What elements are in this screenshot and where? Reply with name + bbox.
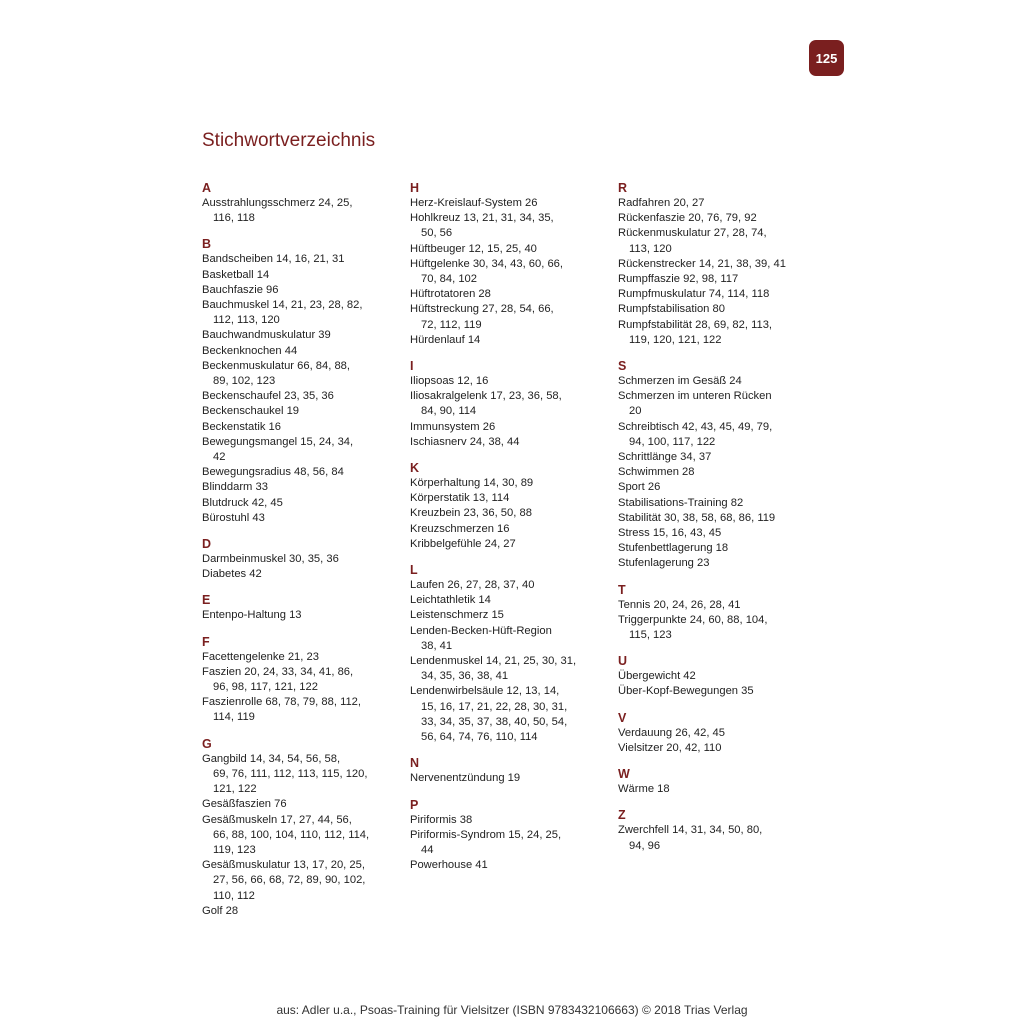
index-entry-line: Darmbeinmuskel 30, 35, 36 — [202, 553, 339, 566]
index-column — [618, 181, 818, 865]
index-entry-line: Zwerchfell 14, 31, 34, 50, 80, — [618, 824, 763, 837]
index-entry — [410, 196, 610, 211]
index-entry — [202, 404, 402, 419]
index-entry — [618, 782, 818, 797]
index-entry-line: Schmerzen im unteren Rücken — [618, 390, 772, 403]
index-entry — [618, 556, 818, 571]
index-entry — [410, 302, 610, 332]
index-section — [618, 767, 818, 797]
index-section — [410, 461, 610, 552]
index-entry-line: Leichtathletik 14 — [410, 594, 491, 607]
index-entry — [202, 268, 402, 283]
index-entry-line: Triggerpunkte 24, 60, 88, 104, — [618, 613, 768, 626]
index-entry-line: Beckenschaukel 19 — [202, 405, 300, 418]
index-section — [202, 593, 402, 623]
index-entry — [618, 741, 818, 756]
index-entry-line: 113, 120 — [629, 242, 672, 255]
index-entry-line: Hüftbeuger 12, 15, 25, 40 — [410, 242, 537, 255]
index-entry-line: 15, 16, 17, 21, 22, 28, 30, 31, — [421, 700, 568, 713]
index-entry-line: Bandscheiben 14, 16, 21, 31 — [202, 253, 345, 266]
index-entry-line: Bürostuhl 43 — [202, 511, 265, 524]
index-entry-line: Leistenschmerz 15 — [410, 609, 504, 622]
index-entry-line: Vielsitzer 20, 42, 110 — [618, 741, 722, 754]
index-entry — [618, 613, 818, 643]
index-section — [618, 181, 818, 348]
index-entry-line: 112, 113, 120 — [213, 314, 280, 327]
index-entry — [618, 226, 818, 256]
index-entry — [202, 511, 402, 526]
index-entry-line: Kreuzschmerzen 16 — [410, 522, 510, 535]
index-entry — [618, 272, 818, 287]
section-letter: T — [618, 582, 626, 597]
index-entry-line: 119, 120, 121, 122 — [629, 333, 722, 346]
index-entry-line: Stabilität 30, 38, 58, 68, 86, 119 — [618, 511, 776, 524]
index-entry — [410, 684, 610, 745]
index-entry — [410, 287, 610, 302]
index-entry — [202, 196, 402, 226]
index-entry-line: Rückenfaszie 20, 76, 79, 92 — [618, 212, 757, 225]
index-entry-line: Blutdruck 42, 45 — [202, 496, 283, 509]
index-entry — [410, 858, 610, 873]
index-section — [618, 808, 818, 853]
index-entry-line: Piriformis 38 — [410, 813, 473, 826]
index-entry-line: Über-Kopf-Bewegungen 35 — [618, 685, 754, 698]
index-entry — [410, 654, 610, 684]
index-entry-line: Rumpfmuskulatur 74, 114, 118 — [618, 288, 770, 301]
index-entry-line: Rumpfstabilisation 80 — [618, 303, 725, 316]
index-entry — [202, 465, 402, 480]
index-entry — [410, 242, 610, 257]
index-entry-line: Ausstrahlungsschmerz 24, 25, — [202, 197, 353, 209]
index-entry — [410, 491, 610, 506]
index-entry-line: Bewegungsmangel 15, 24, 34, — [202, 435, 354, 448]
page-footer: aus: Adler u.a., Psoas-Training für Vielsitzer (ISBN 9783432106663) © 2018 Trias Verlag — [276, 1003, 748, 1017]
index-entry-line: Ischiasnerv 24, 38, 44 — [410, 435, 520, 448]
index-entry — [410, 211, 610, 241]
index-entry — [202, 328, 402, 343]
index-entry-line: Stufenlagerung 23 — [618, 557, 710, 570]
index-section — [410, 563, 610, 745]
index-entry-line: Lenden-Becken-Hüft-Region — [410, 624, 552, 637]
section-letter: Z — [618, 808, 626, 823]
index-entry-line: Schmerzen im Gesäß 24 — [618, 375, 742, 388]
index-entry-line: Bauchwandmuskulatur 39 — [202, 329, 331, 342]
index-section — [202, 181, 402, 226]
section-letter: A — [202, 181, 212, 195]
index-entry-line: 72, 112, 119 — [421, 318, 482, 331]
index-entry-line: Rumpfstabilität 28, 69, 82, 113, — [618, 318, 773, 331]
index-entry-line: 50, 56 — [421, 227, 453, 240]
index-entry — [202, 298, 402, 328]
index-entry-line: 20 — [629, 405, 642, 418]
index-entry-line: Immunsystem 26 — [410, 420, 496, 433]
page-number-badge: 125 — [809, 40, 844, 76]
index-entry-line: Schrittlänge 34, 37 — [618, 451, 712, 464]
section-letter: L — [410, 563, 418, 578]
index-entry — [618, 211, 818, 226]
index-entry — [618, 598, 818, 613]
index-entry — [202, 608, 402, 623]
index-entry — [202, 665, 402, 695]
index-entry-line: Verdauung 26, 42, 45 — [618, 726, 725, 739]
index-entry — [410, 593, 610, 608]
index-section — [618, 583, 818, 644]
index-entry-line: Laufen 26, 27, 28, 37, 40 — [410, 579, 535, 592]
index-entry-line: Rückenstrecker 14, 21, 38, 39, 41 — [618, 257, 786, 270]
index-entry — [202, 359, 402, 389]
index-entry-line: Gesäßfaszien 76 — [202, 798, 287, 811]
index-entry-line: Radfahren 20, 27 — [618, 197, 705, 209]
index-entry — [410, 813, 610, 828]
index-entry-line: Stufenbettlagerung 18 — [618, 542, 729, 555]
index-entry — [618, 496, 818, 511]
index-entry-line: Beckenstatik 16 — [202, 420, 281, 433]
index-entry-line: Beckenmuskulatur 66, 84, 88, — [202, 359, 351, 372]
section-letter: I — [410, 359, 414, 374]
index-entry-line: 69, 76, 111, 112, 113, 115, 120, — [213, 767, 368, 780]
index-column — [202, 181, 402, 930]
index-entry-line: 27, 56, 66, 68, 72, 89, 90, 102, — [213, 874, 366, 887]
index-entry-line: Diabetes 42 — [202, 568, 262, 581]
index-entry — [410, 257, 610, 287]
index-entry — [202, 752, 402, 798]
index-entry-line: 70, 84, 102 — [421, 273, 477, 286]
index-section — [410, 756, 610, 786]
index-entry-line: Kribbelgefühle 24, 27 — [410, 537, 516, 550]
index-entry — [410, 608, 610, 623]
index-entry-line: Kreuzbein 23, 36, 50, 88 — [410, 507, 532, 520]
index-entry-line: Powerhouse 41 — [410, 859, 488, 872]
section-letter: G — [202, 736, 212, 751]
index-entry — [202, 650, 402, 665]
index-entry — [410, 537, 610, 552]
index-entry-line: Faszien 20, 24, 33, 34, 41, 86, — [202, 665, 354, 678]
index-entry-line: 33, 34, 35, 37, 38, 40, 50, 54, — [421, 715, 568, 728]
index-entry — [618, 684, 818, 699]
index-entry — [202, 344, 402, 359]
index-entry-line: Tennis 20, 24, 26, 28, 41 — [618, 598, 741, 611]
index-entry — [202, 858, 402, 904]
index-entry-line: Gangbild 14, 34, 54, 56, 58, — [202, 752, 341, 765]
section-letter: S — [618, 359, 627, 374]
index-entry-line: Blinddarm 33 — [202, 481, 268, 494]
index-entry-line: 44 — [421, 843, 434, 856]
index-section — [202, 635, 402, 726]
page-title: Stichwortverzeichnis — [202, 130, 376, 151]
index-entry-line: Hürdenlauf 14 — [410, 333, 481, 346]
index-entry-line: Faszienrolle 68, 78, 79, 88, 112, — [202, 696, 362, 709]
index-entry — [410, 333, 610, 348]
index-entry — [618, 480, 818, 495]
index-section — [202, 537, 402, 582]
index-entry — [202, 813, 402, 859]
index-entry-line: Rückenmuskulatur 27, 28, 74, — [618, 227, 767, 240]
index-entry-line: Bauchmuskel 14, 21, 23, 28, 82, — [202, 299, 363, 312]
index-entry-line: 114, 119 — [213, 711, 255, 724]
index-entry — [410, 828, 610, 858]
index-entry-line: Wärme 18 — [618, 783, 670, 796]
index-entry-line: Hüftgelenke 30, 34, 43, 60, 66, — [410, 257, 564, 270]
index-entry — [202, 389, 402, 404]
index-entry — [618, 257, 818, 272]
section-letter: U — [618, 654, 628, 669]
index-entry — [202, 797, 402, 812]
index-entry-line: Bewegungsradius 48, 56, 84 — [202, 466, 344, 479]
section-letter: H — [410, 181, 420, 195]
index-entry — [202, 904, 402, 919]
index-entry-line: 84, 90, 114 — [421, 405, 477, 418]
index-section — [202, 737, 402, 919]
index-entry-line: Iliopsoas 12, 16 — [410, 375, 489, 388]
section-letter: V — [618, 710, 627, 725]
index-entry-line: Stabilisations-Training 82 — [618, 496, 744, 509]
index-entry-line: Lendenmuskel 14, 21, 25, 30, 31, — [410, 655, 577, 668]
index-entry-line: Beckenknochen 44 — [202, 344, 298, 357]
index-column — [410, 181, 610, 884]
index-entry — [618, 465, 818, 480]
section-letter: B — [202, 237, 212, 252]
index-entry — [618, 420, 818, 450]
index-entry-line: 96, 98, 117, 121, 122 — [213, 681, 318, 694]
index-entry-line: Gesäßmuskulatur 13, 17, 20, 25, — [202, 859, 365, 872]
index-entry-line: Schwimmen 28 — [618, 466, 695, 479]
index-entry — [202, 283, 402, 298]
index-entry — [618, 302, 818, 317]
index-entry-line: Hüftstreckung 27, 28, 54, 66, — [410, 303, 554, 316]
index-entry-line: Sport 26 — [618, 481, 661, 494]
index-entry-line: 110, 112 — [213, 889, 255, 902]
index-entry-line: Schreibtisch 42, 43, 45, 49, 79, — [618, 420, 773, 433]
index-entry-line: 94, 96 — [629, 839, 661, 852]
index-entry-line: Golf 28 — [202, 904, 239, 917]
index-entry-line: 94, 100, 117, 122 — [629, 435, 716, 448]
index-entry-line: Entenpo-Haltung 13 — [202, 609, 302, 622]
index-entry — [202, 496, 402, 511]
index-entry — [202, 435, 402, 465]
index-entry-line: Stress 15, 16, 43, 45 — [618, 527, 722, 540]
index-entry — [618, 511, 818, 526]
index-entry — [410, 374, 610, 389]
index-entry — [410, 522, 610, 537]
index-entry — [410, 771, 610, 786]
index-entry-line: Herz-Kreislauf-System 26 — [410, 197, 538, 209]
section-letter: K — [410, 461, 420, 476]
index-entry — [618, 374, 818, 389]
index-entry — [410, 476, 610, 491]
index-entry-line: 119, 123 — [213, 843, 256, 856]
index-entry-line: Nervenentzündung 19 — [410, 772, 521, 785]
index-entry-line: Rumpffaszie 92, 98, 117 — [618, 273, 739, 286]
index-section — [618, 359, 818, 572]
index-entry-line: Hüftrotatoren 28 — [410, 288, 491, 301]
index-entry-line: Facettengelenke 21, 23 — [202, 650, 319, 663]
index-section — [410, 359, 610, 450]
index-entry-line: Beckenschaufel 23, 35, 36 — [202, 390, 334, 403]
index-entry — [618, 389, 818, 419]
index-entry — [618, 450, 818, 465]
index-entry — [202, 252, 402, 267]
index-entry — [410, 578, 610, 593]
section-letter: D — [202, 537, 212, 552]
index-entry-line: 116, 118 — [213, 212, 255, 225]
index-entry-line: Basketball 14 — [202, 268, 270, 281]
index-entry — [202, 567, 402, 582]
section-letter: P — [410, 797, 419, 812]
section-letter: F — [202, 634, 210, 649]
index-section — [410, 181, 610, 348]
index-entry — [618, 669, 818, 684]
index-entry-line: 89, 102, 123 — [213, 375, 276, 388]
index-entry — [410, 389, 610, 419]
index-entry-line: 121, 122 — [213, 783, 257, 796]
index-entry — [202, 480, 402, 495]
index-entry — [618, 726, 818, 741]
index-entry-line: Lendenwirbelsäule 12, 13, 14, — [410, 685, 560, 698]
index-entry-line: Gesäßmuskeln 17, 27, 44, 56, — [202, 813, 352, 826]
index-entry-line: Piriformis-Syndrom 15, 24, 25, — [410, 828, 562, 841]
index-entry — [618, 287, 818, 302]
index-section — [410, 798, 610, 874]
index-entry-line: 66, 88, 100, 104, 110, 112, 114, — [213, 828, 370, 841]
index-entry-line: 115, 123 — [629, 629, 672, 642]
index-entry-line: Hohlkreuz 13, 21, 31, 34, 35, — [410, 212, 554, 225]
index-entry — [618, 318, 818, 348]
index-entry — [618, 196, 818, 211]
index-section — [202, 237, 402, 526]
index-entry — [618, 526, 818, 541]
section-letter: E — [202, 593, 211, 608]
index-entry — [202, 420, 402, 435]
section-letter: N — [410, 756, 420, 771]
index-entry-line: Übergewicht 42 — [618, 670, 696, 683]
section-letter: R — [618, 181, 628, 195]
index-entry — [618, 823, 818, 853]
index-entry — [410, 420, 610, 435]
index-entry-line: 56, 64, 74, 76, 110, 114 — [421, 731, 538, 744]
index-entry — [618, 541, 818, 556]
index-entry-line: Körperhaltung 14, 30, 89 — [410, 477, 534, 490]
index-entry — [410, 506, 610, 521]
index-entry — [202, 552, 402, 567]
index-entry-line: 38, 41 — [421, 639, 453, 652]
index-entry — [202, 695, 402, 725]
index-entry — [410, 624, 610, 654]
index-entry — [410, 435, 610, 450]
index-section — [618, 654, 818, 699]
index-section — [618, 711, 818, 756]
index-entry-line: Körperstatik 13, 114 — [410, 492, 510, 505]
index-entry-line: Bauchfaszie 96 — [202, 283, 279, 296]
index-entry-line: Iliosakralgelenk 17, 23, 36, 58, — [410, 390, 562, 403]
index-entry-line: 34, 35, 36, 38, 41 — [421, 670, 509, 683]
index-entry-line: 42 — [213, 451, 226, 464]
section-letter: W — [618, 767, 630, 782]
